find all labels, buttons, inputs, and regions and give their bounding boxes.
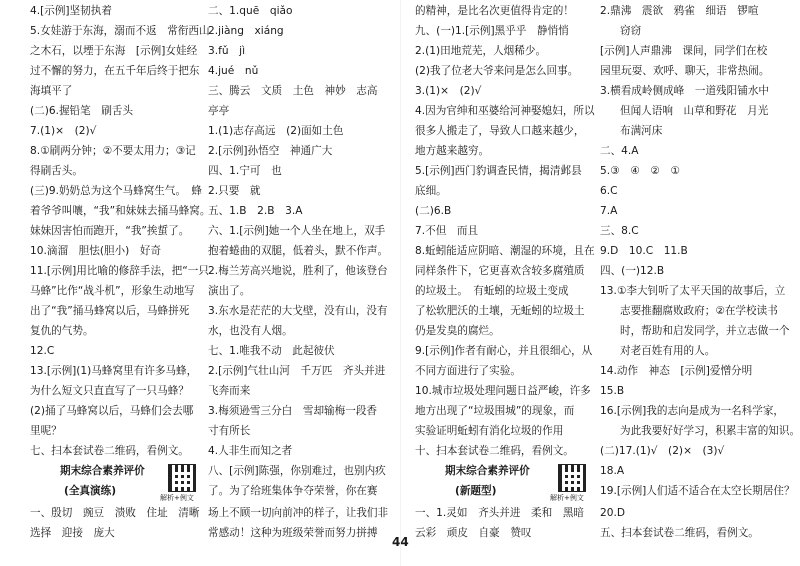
answer-line: (2)捅了马蜂窝以后，马蜂们会去哪 xyxy=(30,405,194,417)
answer-line: 过不懈的努力，在五千年后终于把东 xyxy=(30,65,200,77)
answer-line: 20.D xyxy=(600,507,626,519)
answer-line: 底细。 xyxy=(415,185,447,197)
answer-line: 选择 迎接 庞大 xyxy=(30,527,115,539)
answer-line: 4.人非生而知之者 xyxy=(208,445,293,457)
answer-line: 10.滴溜 胆怯(胆小) 好奇 xyxy=(30,245,162,257)
answer-line: 志要推翻腐败政府；②在学校读书 xyxy=(620,305,778,317)
answer-line: 3.梅须逊雪三分白 雪却输梅一段香 xyxy=(208,405,378,417)
answer-line: 一、殷切 豌豆 溃败 住址 清晰 xyxy=(30,507,200,519)
answer-line: 8.①刷两分钟；②不要太用力；③记 xyxy=(30,145,196,157)
answer-line: 13.[示例](1)马蜂窝里有许多马蜂， xyxy=(30,365,198,377)
qr-caption: 解析+例文 xyxy=(160,494,194,502)
answer-line: 得刷舌头。 xyxy=(30,165,83,177)
answer-line: 地方出现了“垃圾围城”的现象，而 xyxy=(415,405,575,417)
answer-line: 4.因为官绅和巫婆给河神娶媳妇，所以 xyxy=(415,105,595,117)
answer-line: 亭亭 xyxy=(208,105,230,117)
answer-line: 为什么短文只直直写了一只马蜂？ xyxy=(30,385,189,397)
answer-line: 11.[示例]用比喻的修辞手法，把“一只 xyxy=(30,265,209,277)
answer-line: 16.[示例]我的志向是成为一名科学家， xyxy=(600,405,785,417)
answer-line: 很多人搬走了，导致人口越来越少， xyxy=(415,125,585,137)
answer-line: 3.(1)× (2)√ xyxy=(415,85,482,97)
answer-line: 二、1.quē qiǎo xyxy=(208,5,293,17)
answer-line: 2.jiàng xiáng xyxy=(208,25,284,37)
answer-line: 3.fǔ jì xyxy=(208,45,246,57)
answer-line: 不同方面进行了实验。 xyxy=(415,365,521,377)
section-title: 期末综合素养评价 xyxy=(60,465,145,477)
answer-line: 一、1.灵如 齐头并进 柔和 黑暗 xyxy=(415,507,585,519)
answer-line: 为此我要好好学习，积累丰富的知识。 xyxy=(620,425,800,437)
answer-line: (二)6.握铅笔 刷舌头 xyxy=(30,105,134,117)
answer-line: 水，也没有人烟。 xyxy=(208,325,293,337)
answer-line: 复仇的气势。 xyxy=(30,325,94,337)
answer-line: 七、1.唯我不动 此起彼伏 xyxy=(208,345,335,357)
answer-line: 仍是发臭的腐烂。 xyxy=(415,325,500,337)
answer-line: 但闻人语响 山草和野花 月光 xyxy=(620,105,769,117)
answer-line: 六、1.[示例]她一个人坐在地上，双手 xyxy=(208,225,386,237)
answer-line: 5.女娃游于东海，溺而不返 常衔西山 xyxy=(30,25,210,37)
answer-line: 1.(1)志存高远 (2)面如土色 xyxy=(208,125,344,137)
answer-line: 3.东水是茫茫的大戈壁，没有山，没有 xyxy=(208,305,388,317)
answer-line: 四、1.宁可 也 xyxy=(208,165,282,177)
answer-line: 2.[示例]气壮山河 千万匹 齐头并进 xyxy=(208,365,386,377)
answer-line: 场上不顾一切向前冲的样子，让我们非 xyxy=(208,507,389,519)
answer-line: 五、1.B 2.B 3.A xyxy=(208,205,303,217)
answer-line: 8.蚯蚓能适应阴暗、潮湿的环境，且在 xyxy=(415,245,595,257)
answer-line: (三)9.奶奶总为这个马蜂窝生气。 蜂 xyxy=(30,185,202,197)
answer-line: [示例]人声鼎沸 课间，同学们在校 xyxy=(600,45,768,57)
section-title: 期末综合素养评价 xyxy=(445,465,530,477)
answer-line: 常感动！这种为班级荣誉而努力拼搏 xyxy=(208,527,378,539)
section-subtitle: (新题型) xyxy=(455,485,497,497)
answer-line: 3.横看成岭侧成峰 一道残阳铺水中 xyxy=(600,85,770,97)
answer-line: 八、[示例]陈强，你别难过，也别内疚 xyxy=(208,465,386,477)
answer-line: 2.只要 就 xyxy=(208,185,261,197)
page-number: 44 xyxy=(392,535,409,549)
answer-line: 二、4.A xyxy=(600,145,639,157)
answer-line: 园里玩耍、欢呼、聊天，非常热闹。 xyxy=(600,65,770,77)
answer-line: 十、扫本套试卷二维码，看例文。 xyxy=(415,445,574,457)
answer-line: 6.C xyxy=(600,185,618,197)
answer-line: 五、扫本套试卷二维码，看例文。 xyxy=(600,527,759,539)
answer-line: 4.jué nǔ xyxy=(208,65,259,77)
answer-line: 2.鼎沸 震欲 鸦雀 细语 锣喧 xyxy=(600,5,759,17)
answer-line: 九、(一)1.[示例]黑乎乎 静悄悄 xyxy=(415,25,569,37)
answer-line: 抱着蜷曲的双腿，低着头，默不作声。 xyxy=(208,245,389,257)
answer-line: 四、(一)12.B xyxy=(600,265,665,277)
answer-line: (二)17.(1)√ (2)× (3)√ xyxy=(600,445,725,457)
answer-line: 实验证明蚯蚓有消化垃圾的作用 xyxy=(415,425,564,437)
answer-line: 窃窃 xyxy=(620,25,642,37)
answer-line: 之木石，以堙于东海 [示例]女娃经 xyxy=(30,45,198,57)
answer-line: 2.梅兰芳高兴地说，胜利了，他该登台 xyxy=(208,265,388,277)
answer-line: 马蜂”比作“战斗机”，形象生动地写 xyxy=(30,285,195,297)
answer-line: 的精神，是比名次更值得肯定的！ xyxy=(415,5,574,17)
qr-code-icon[interactable] xyxy=(558,464,586,492)
answer-line: 飞奔而来 xyxy=(208,385,251,397)
answer-line: 13.①李大钊听了太平天国的故事后，立 xyxy=(600,285,786,297)
answer-line: 2.[示例]孙悟空 神通广大 xyxy=(208,145,333,157)
section-subtitle: (全真演练) xyxy=(64,485,117,497)
answer-line: 三、腾云 文质 土色 神妙 志高 xyxy=(208,85,378,97)
answer-line: 寸有所长 xyxy=(208,425,251,437)
answer-line: 的垃圾土。 有蚯蚓的垃圾土变成 xyxy=(415,285,569,297)
answer-line: 了松软肥沃的土壤，无蚯蚓的垃圾土 xyxy=(415,305,585,317)
answer-line: 云彩 顽皮 自豪 赞叹 xyxy=(415,527,532,539)
answer-line: 7.A xyxy=(600,205,618,217)
answer-line: 5.③ ④ ② ① xyxy=(600,165,680,177)
answer-line: 同样条件下，它更喜欢含较多腐殖质 xyxy=(415,265,585,277)
answer-line: 了。为了给班集体争夺荣誉，你在赛 xyxy=(208,485,378,497)
answer-line: 三、8.C xyxy=(600,225,639,237)
answer-line: 7.不但 而且 xyxy=(415,225,479,237)
answer-line: 对老百姓有用的人。 xyxy=(620,345,716,357)
answer-line: 5.[示例]西门豹调查民情，揭清邺县 xyxy=(415,165,582,177)
answer-line: 妹妹因害怕而跑开，“我”挨蜇了。 xyxy=(30,225,190,237)
answer-line: 七、扫本套试卷二维码，看例文。 xyxy=(30,445,189,457)
answer-line: 地方越来越穷。 xyxy=(415,145,490,157)
answer-line: 7.(1)× (2)√ xyxy=(30,125,97,137)
answer-line: 里呢？ xyxy=(30,425,62,437)
answer-line: 12.C xyxy=(30,345,55,357)
answer-line: 14.动作 神态 [示例]爱憎分明 xyxy=(600,365,753,377)
answer-line: 着爷爷叫嚷，“我”和妹妹去捅马蜂窝。 xyxy=(30,205,211,217)
page-fold xyxy=(400,0,401,566)
answer-line: 布满河床 xyxy=(620,125,663,137)
answer-line: (2)我了位老大爷来问是怎么回事。 xyxy=(415,65,579,77)
answer-line: 演出了。 xyxy=(208,285,251,297)
answer-line: 15.B xyxy=(600,385,625,397)
answer-line: 海填平了 xyxy=(30,85,73,97)
answer-line: 出了“我”捅马蜂窝以后，马蜂拼死 xyxy=(30,305,190,317)
answer-line: 18.A xyxy=(600,465,625,477)
answer-line: 10.城市垃圾处理问题日益严峻，许多 xyxy=(415,385,591,397)
answer-line: 9.[示例]作者有耐心，并且很细心，从 xyxy=(415,345,593,357)
answer-line: (二)6.B xyxy=(415,205,452,217)
answer-line: 9.D 10.C 11.B xyxy=(600,245,688,257)
qr-code-icon[interactable] xyxy=(168,464,196,492)
answer-line: 时，帮助和启发同学，并立志做一个 xyxy=(620,325,790,337)
answer-line: 19.[示例]人们适不适合在太空长期居住？ xyxy=(600,485,795,497)
answer-line: 4.[示例]坚韧执着 xyxy=(30,5,112,17)
answer-line: 2.(1)田地荒芜，人烟稀少。 xyxy=(415,45,547,57)
qr-caption: 解析+例文 xyxy=(550,494,584,502)
